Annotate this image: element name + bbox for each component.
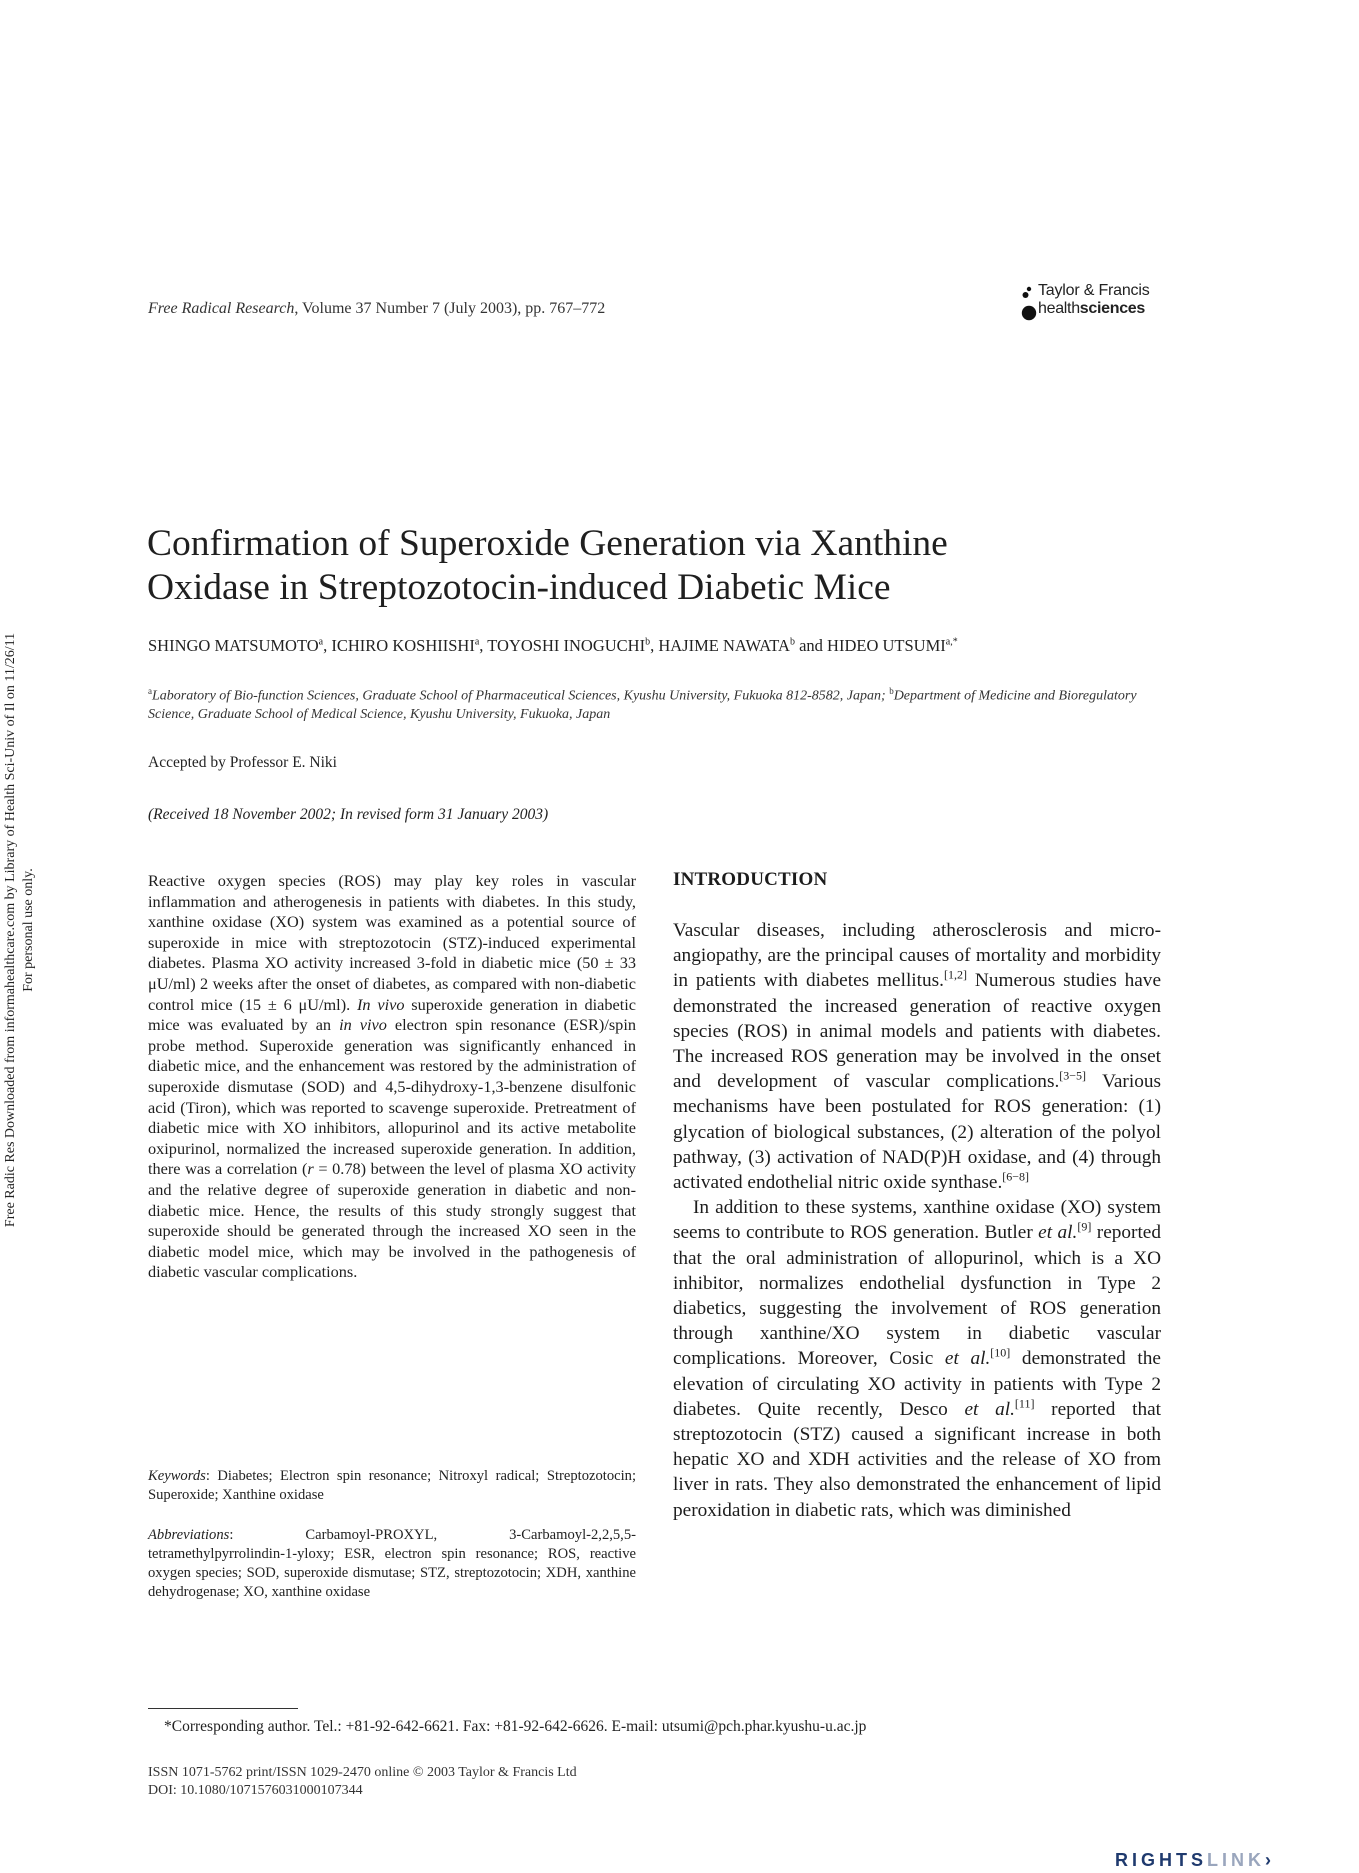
title-line2: Oxidase in Streptozotocin-induced Diabetic Mice — [147, 567, 891, 608]
received-dates: (Received 18 November 2002; In revised form 31 January 2003) — [148, 806, 549, 823]
abstract: Reactive oxygen species (ROS) may play key roles in vascular inflammation and atherogenesis in patients with diabetes. In this study, xanthine oxidase (XO) system was examined as a potential source of superoxide in mice with streptozotocin (STZ)-induced experimental diabetes. Plasma XO activity increased 3-fold in diabetic mice (50 ± 33 μU/ml) 2 weeks after the onset of diabetes, as compared with non-diabetic control mice (15 ± 6 μU/ml). In vivo superoxide generation in diabetic mice was evaluated by an in vivo electron spin resonance (ESR)/spin probe method. Superoxide generation was significantly enhanced in diabetic mice, and the enhancement was restored by the administration of superoxide dismutase (SOD) and 4,5-dihydroxy-1,3-benzene disulfonic acid (Tiron), which was reported to scavenge superoxide. Pretreatment of diabetic mice with XO inhibitors, allopurinol and its active metabolite oxipurinol, normalized the increased superoxide generation. In addition, there was a correlation (r = 0.78) between the level of plasma XO activity and the relative degree of superoxide generation in diabetic and non-diabetic mice. Hence, the results of this study strongly suggest that superoxide should be generated through the increased XO seen in the diabetic model mice, which may be involved in the pathogenesis of diabetic vascular complications. — [148, 871, 637, 1282]
corresponding-author-footnote: *Corresponding author. Tel.: +81-92-642-6621. Fax: +81-92-642-6626. E-mail: utsumi@pch.phar.kyushu-u.ac.jp — [164, 1718, 867, 1735]
issn-line: ISSN 1071-5762 print/ISSN 1029-2470 online © 2003 Taylor & Francis Ltd — [148, 1765, 577, 1780]
citation-ref[interactable]: [11] — [1014, 1396, 1035, 1411]
publisher-name: Taylor & Francis — [1038, 282, 1150, 299]
rightslink-light-text: LINK — [1207, 1850, 1266, 1870]
citation-ref[interactable]: [9] — [1077, 1220, 1092, 1235]
citation-ref[interactable]: [1,2] — [944, 967, 967, 982]
publisher-division-regular: health — [1038, 300, 1080, 317]
author: HAJIME NAWATA$^b$ — [658, 636, 795, 655]
publisher-logo — [1019, 282, 1169, 322]
citation-ref[interactable]: [10] — [990, 1346, 1011, 1361]
download-watermark — [2, 560, 42, 1300]
author-list: SHINGO MATSUMOTO$^a$, ICHIRO KOSHIISHI$^a$, TOYOSHI INOGUCHI$^b$, HAJIME NAWATA$^b$ and HIDEO $UTSUMI^{a,*}$ — [148, 636, 958, 655]
journal-header — [148, 300, 605, 318]
abbreviations — [148, 1526, 636, 1602]
author: ICHIRO KOSHIISHI$^a$ — [331, 636, 480, 655]
citation-ref[interactable]: [3−5] — [1059, 1068, 1087, 1083]
rightslink-arrow-icon: › — [1265, 1850, 1272, 1870]
publisher-division-bold: sciences — [1079, 300, 1146, 317]
author: HIDEO $UTSUMI^{a,*}$ — [827, 636, 958, 655]
abbreviations-text: : Carbamoyl-PROXYL, 3-Carbamoyl-2,2,5,5-tetramethylpyrrolindin-1-yloxy; ESR, electron spin resonance; ROS, reactive oxygen species; SOD, superoxide dismutase; STZ, streptozotocin; XDH, xanthine dehydrogenase; XO, xanthine oxidase — [148, 1527, 636, 1600]
doi-line[interactable]: DOI: 10.1080/1071576031000107344 — [148, 1783, 363, 1798]
affiliation-a: Laboratory of Bio-function Sciences, Graduate School of Pharmaceutical Sciences, Kyushu University, Fukuoka 812-8582, Japan; — [152, 688, 890, 704]
article-title — [147, 522, 1167, 610]
publisher-division — [1038, 300, 1145, 318]
author: TOYOSHI INOGUCHI$^b$ — [487, 636, 651, 655]
issn-info — [148, 1764, 577, 1800]
keywords — [148, 1467, 636, 1505]
rightslink-logo[interactable] — [1115, 1850, 1271, 1872]
intro-paragraph-2: In addition to these systems, xanthine oxidase (XO) system seems to contribute to ROS generation. Butler et al.[9] reported that the oral administration of allopurinol, which is a XO inhibitor, normalizes endothelial dysfunction in Type 2 diabetics, suggesting the involvement of ROS generation through xanthine/XO system in diabetic vascular complications. Moreover, Cosic et al.[10] demonstrated the elevation of circulating XO activity in patients with Type 2 diabetes. Quite recently, Desco et al.[11] reported that streptozotocin (STZ) caused a significant increase in both hepatic XO and XDH activities and the release of XO from liver in rats. They also demonstrated the enhancement of lipid peroxidation in diabetic rats, which was diminished — [673, 1197, 1162, 1521]
author: SHINGO MATSUMOTO$^a$ — [148, 636, 324, 655]
affiliation-b: Department of Medicine and Bioregulatory Science, Graduate School of Medical Science, Kyushu University, Fukuoka, Japan — [148, 688, 1137, 722]
journal-name: Free Radical Research — [148, 300, 295, 317]
keywords-label: Keywords — [148, 1468, 206, 1484]
citation-ref[interactable]: [6−8] — [1002, 1169, 1030, 1184]
intro-paragraph-1: Vascular diseases, including atherosclerosis and micro-angiopathy, are the principal causes of mortality and morbidity in patients with diabetes mellitus.[1,2] Numerous studies have demonstrated the increased generation of reactive oxygen species (ROS) in animal models and patients with diabetes. The increased ROS generation may be involved in the onset and development of vascular complications.[3−5] Various mechanisms have been postulated for ROS generation: (1) glycation of biological substances, (2) alteration of the polyol pathway, (3) activation of NAD(P)H oxidase, and (4) through activated endothelial nitric oxide synthase.[6−8] — [673, 920, 1161, 1194]
title-line1: Confirmation of Superoxide Generation via Xanthine — [147, 523, 948, 564]
journal-citation: , Volume 37 Number 7 (July 2003), pp. 767–772 — [294, 300, 606, 317]
accepted-by: Accepted by Professor E. Niki — [148, 754, 337, 771]
rightslink-dark-text: RIGHTS — [1115, 1850, 1208, 1870]
publisher-dots-icon — [1019, 282, 1039, 322]
download-watermark-line1: Free Radic Res Downloaded from informahealthcare.com by Library of Health Sci-Univ of Il on 11/26/11 — [3, 632, 18, 1228]
footnote-divider — [148, 1708, 298, 1709]
download-watermark-line2: For personal use only. — [21, 868, 36, 992]
keywords-text: : Diabetes; Electron spin resonance; Nitroxyl radical; Streptozotocin; Superoxide; Xanthine oxidase — [148, 1468, 636, 1503]
abbreviations-label: Abbreviations — [148, 1527, 230, 1543]
section-heading-introduction: INTRODUCTION — [673, 869, 828, 890]
introduction-body — [673, 918, 1161, 1523]
affiliations: $^a$Laboratory of Bio-function Sciences, Graduate School of Pharmaceutical Sciences, Kyushu University, Fukuoka 812-8582, Japan; $^b$Department of Medicine and Bioregulatory Science, Graduate School of Medical Science, Kyushu University, Fukuoka, Japan — [148, 686, 1137, 722]
